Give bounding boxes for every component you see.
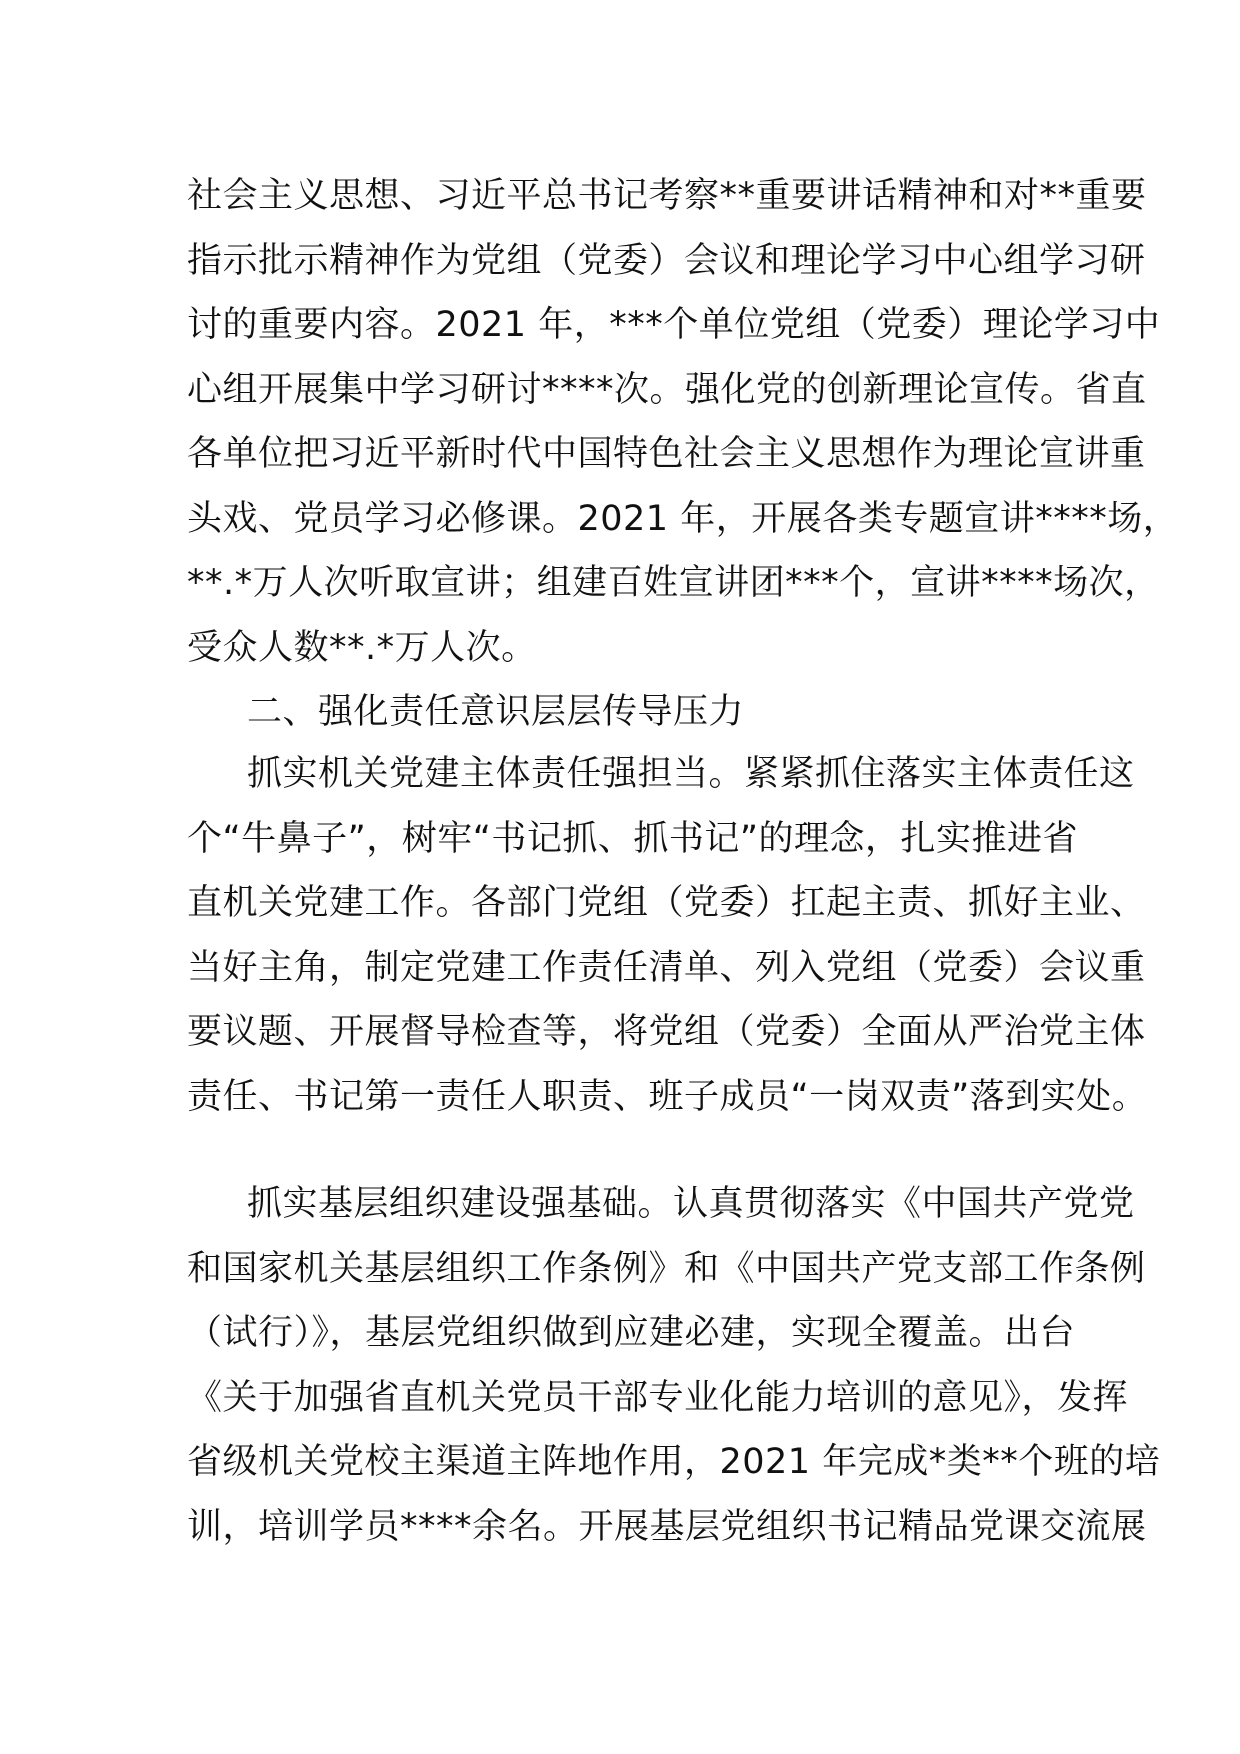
text-line: 训，培训学员****余名。开展基层党组织书记精品党课交流展 — [187, 1506, 1147, 1547]
text-line: 个“牛鼻子”，树牢“书记抓、抓书记”的理念，扎实推进省 — [187, 818, 1079, 859]
text-line: 讨的重要内容。2021 年，***个单位党组（党委）理论学习中 — [187, 305, 1161, 345]
text-line: （试行）》，基层党组织做到应建必建，实现全覆盖。出台 — [187, 1313, 1076, 1353]
section-heading — [187, 680, 1057, 745]
text-line: 社会主义思想、习近平总书记考察**重要讲话精神和对**重要 — [187, 176, 1147, 216]
text-line: 省级机关党校主渠道主阵地作用，2021 年完成*类**个班的培 — [187, 1442, 1161, 1482]
text-line: 《关于加强省直机关党员干部专业化能力培训的意见》，发挥 — [187, 1377, 1129, 1418]
text-line: 抓实机关党建主体责任强担当。紧紧抓住落实主体责任这 — [247, 754, 1135, 794]
text-line: 抓实基层组织建设强基础。认真贯彻落实《中国共产党党 — [247, 1184, 1135, 1224]
text-line: **.*万人次听取宣讲；组建百姓宣讲团***个，宣讲****场次， — [187, 563, 1160, 603]
text-line: 指示批示精神作为党组（党委）会议和理论学习中心组学习研 — [187, 240, 1146, 281]
paragraph-responsibility — [187, 742, 1148, 1129]
text-line: 责任、书记第一责任人职责、班子成员“一岗双责”落到实处。 — [187, 1076, 1148, 1117]
text-line: 各单位把习近平新时代中国特色社会主义思想作为理论宣讲重 — [187, 434, 1146, 474]
text-line: 和国家机关基层组织工作条例》和《中国共产党支部工作条例 — [187, 1248, 1146, 1289]
text-line: 心组开展集中学习研讨****次。强化党的创新理论宣传。省直 — [187, 369, 1147, 410]
text-line: 直机关党建工作。各部门党组（党委）扛起主责、抓好主业、 — [187, 883, 1146, 923]
section-heading-text: 二、强化责任意识层层传导压力 — [247, 692, 745, 732]
text-line: 当好主角，制定党建工作责任清单、列入党组（党委）会议重 — [187, 947, 1146, 988]
paragraph-grassroots — [187, 1172, 1161, 1559]
paragraph-theory-study — [187, 164, 1179, 680]
text-line: 受众人数**.*万人次。 — [187, 627, 537, 668]
text-line: 要议题、开展督导检查等，将党组（党委）全面从严治党主体 — [187, 1012, 1146, 1052]
text-line: 头戏、党员学习必修课。2021 年，开展各类专题宣讲****场， — [187, 498, 1179, 539]
